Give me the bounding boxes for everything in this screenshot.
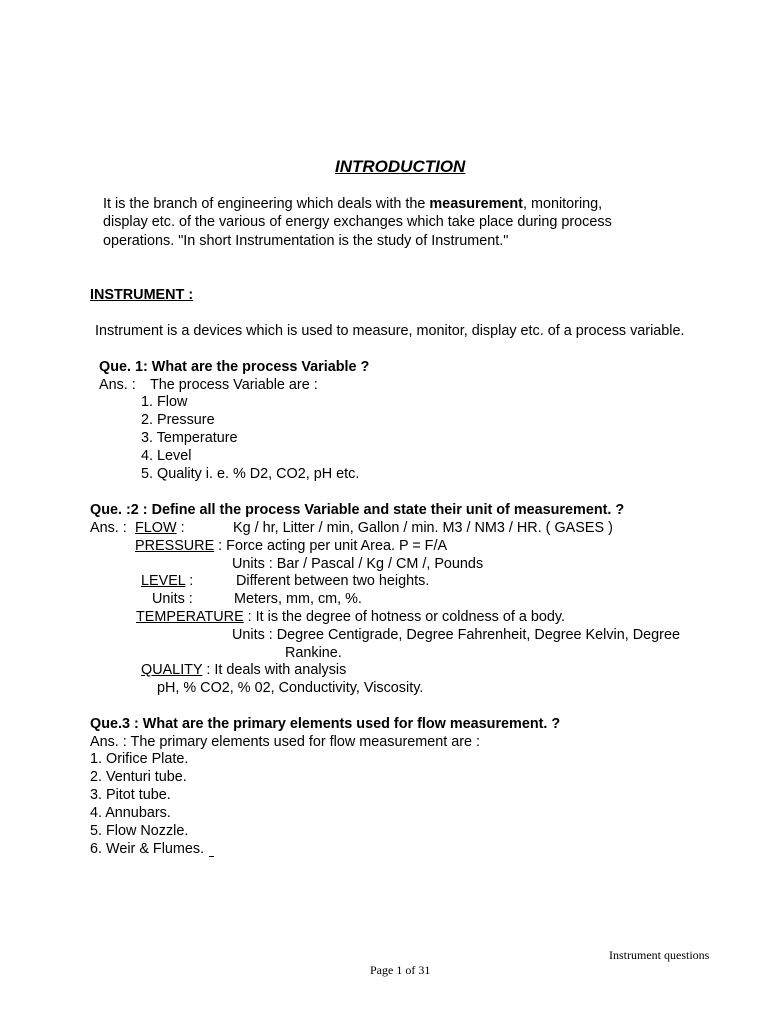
intro-text: , monitoring, — [522, 196, 603, 212]
q3-question: Que.3 : What are the primary elements used for flow measurement. ? — [90, 716, 561, 732]
list-item: 2. Venturi tube. — [90, 769, 187, 785]
list-item: 1. Orifice Plate. — [90, 751, 189, 767]
intro-bold-term: measurement — [429, 196, 523, 212]
quality-units: pH, % CO2, % 02, Conductivity, Viscosity. — [157, 680, 424, 696]
list-item: 5. Quality i. e. % D2, CO2, pH etc. — [141, 466, 360, 482]
list-item: 2. Pressure — [141, 412, 215, 428]
temperature-label: TEMPERATURE — [136, 609, 244, 625]
quality-line — [141, 661, 346, 679]
pressure-definition: : Force acting per unit Area. P = F/A — [214, 538, 448, 554]
q1-answer-label: Ans. : — [99, 377, 136, 393]
q1-answer-text: The process Variable are : — [150, 377, 318, 393]
list-item: 3. Pitot tube. — [90, 787, 171, 803]
quality-label: QUALITY — [141, 662, 203, 678]
flow-definition: Kg / hr, Litter / min, Gallon / min. M3 / NM3 / HR. ( GASES ) — [233, 520, 613, 536]
intro-line-1 — [103, 195, 602, 213]
list-item: 6. Weir & Flumes. — [90, 841, 205, 857]
instrument-heading: INSTRUMENT : — [90, 287, 194, 303]
level-definition: Different between two heights. — [236, 573, 430, 589]
list-item: 4. Level — [141, 448, 192, 464]
level-label: LEVEL — [141, 573, 186, 589]
pressure-line — [135, 537, 447, 555]
intro-line-3: operations. "In short Instrumentation is the study of Instrument." — [103, 233, 509, 249]
level-units: Meters, mm, cm, %. — [234, 591, 362, 607]
flow-term — [135, 519, 185, 537]
pressure-units: Units : Bar / Pascal / Kg / CM /, Pounds — [232, 556, 484, 572]
list-item: 1. Flow — [141, 394, 188, 410]
q2-answer-label: Ans. : — [90, 520, 127, 536]
footer-label: Instrument questions — [609, 948, 710, 962]
underline-mark — [209, 840, 214, 857]
intro-line-2: display etc. of the various of energy exchanges which take place during process — [103, 214, 612, 230]
q2-question: Que. :2 : Define all the process Variable and state their unit of measurement. ? — [90, 502, 625, 518]
instrument-definition: Instrument is a devices which is used to measure, monitor, display etc. of a process variable. — [95, 323, 685, 339]
flow-label: FLOW — [135, 520, 177, 536]
intro-text: It is the branch of engineering which deals with the — [103, 196, 430, 212]
temperature-units: Units : Degree Centigrade, Degree Fahrenheit, Degree Kelvin, Degree — [232, 627, 680, 643]
quality-definition: : It deals with analysis — [202, 662, 347, 678]
level-term — [141, 572, 193, 590]
list-item: 4. Annubars. — [90, 805, 171, 821]
page-title: INTRODUCTION — [335, 157, 466, 176]
q3-answer: Ans. : The primary elements used for flow measurement are : — [90, 734, 481, 750]
flow-separator: : — [176, 520, 185, 536]
list-item: 3. Temperature — [141, 430, 238, 446]
list-item: 5. Flow Nozzle. — [90, 823, 189, 839]
temperature-line — [136, 608, 565, 626]
temperature-units-cont: Rankine. — [285, 645, 342, 661]
pressure-label: PRESSURE — [135, 538, 215, 554]
level-units-label: Units : — [152, 591, 193, 607]
q1-question: Que. 1: What are the process Variable ? — [99, 359, 370, 375]
page-number: Page 1 of 31 — [370, 963, 431, 977]
level-separator: : — [185, 573, 194, 589]
temperature-definition: : It is the degree of hotness or coldness of a body. — [243, 609, 565, 625]
